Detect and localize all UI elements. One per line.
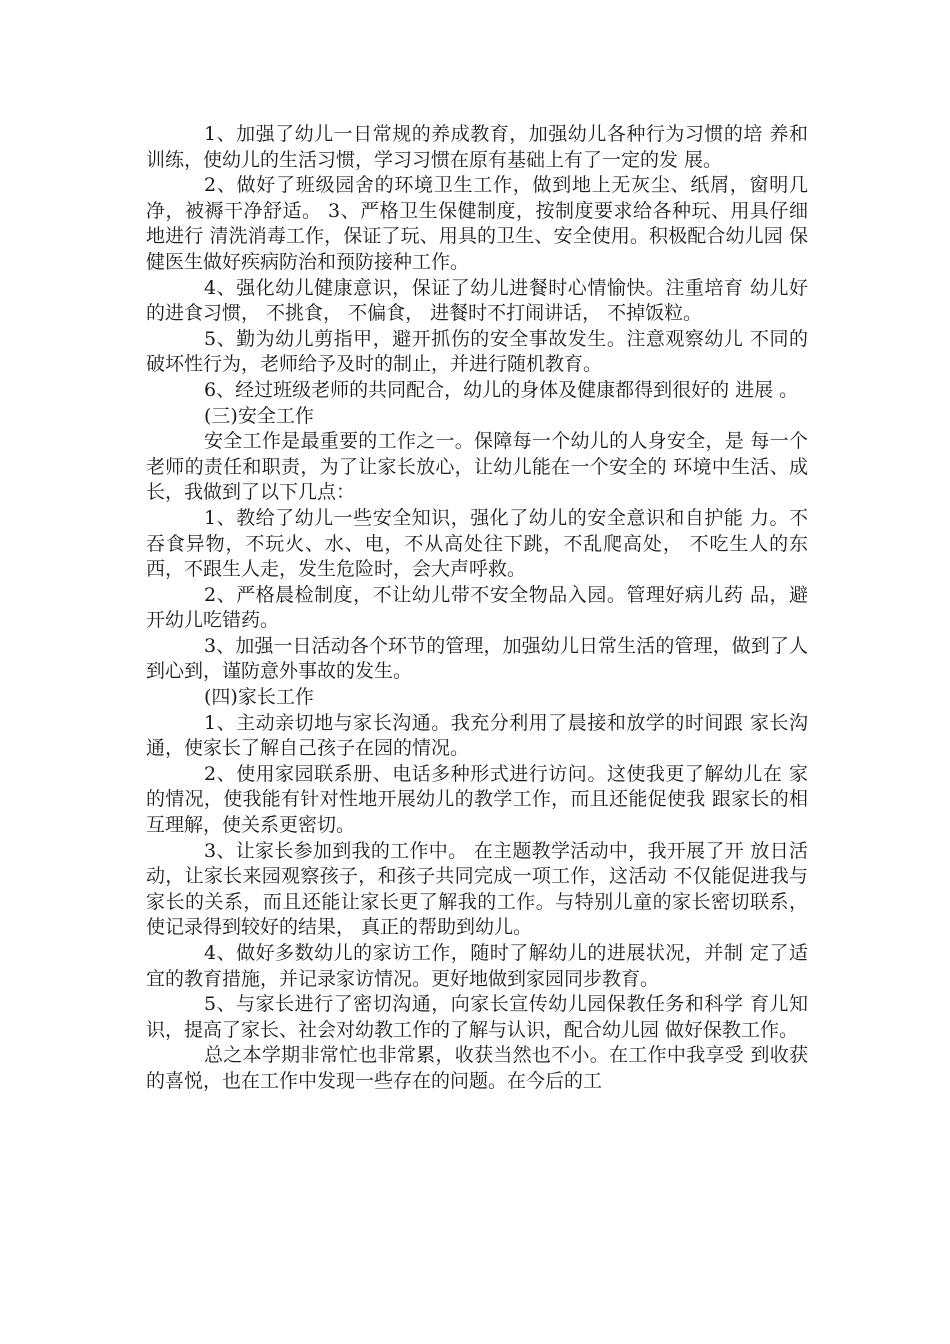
- paragraph: 5、勤为幼儿剪指甲，避开抓伤的安全事故发生。注意观察幼儿 不同的破坏性行为，老师给予及时的制止，并进行随机教育。: [146, 327, 808, 376]
- paragraph: 5、与家长进行了密切沟通，向家长宣传幼儿园保教任务和科学 育儿知识，提高了家长、社会对幼教工作的了解与认识，配合幼儿园 做好保教工作。: [146, 993, 808, 1041]
- paragraph: 4、强化幼儿健康意识，保证了幼儿进餐时心情愉快。注重培育 幼儿好的进食习惯， 不挑食， 不偏食， 进餐时不打闹讲话， 不掉饭粒。: [146, 276, 808, 325]
- paragraph: 2、使用家园联系册、电话多种形式进行访问。这使我更了解幼儿在 家的情况，使我能有针对性地开展幼儿的教学工作，而且还能促使我 跟家长的相互理解，使关系更密切。: [146, 762, 808, 837]
- paragraph: 3、加强一日活动各个环节的管理，加强幼儿日常生活的管理，做到了人到心到，谨防意外事故的发生。: [146, 634, 808, 683]
- paragraph: 3、让家长参加到我的工作中。 在主题教学活动中，我开展了开 放日活动，让家长来园观察孩子，和孩子共同完成一项工作，这活动 不仅能促进我与家长的关系，而且还能让家长更了解我的工作。与特别儿童的家长密切联系， 使记录得到较好的结果， 真正的帮助到幼儿。: [146, 839, 808, 939]
- section-heading: (三)安全工作: [204, 404, 314, 427]
- paragraph: 1、加强了幼儿一日常规的养成教育，加强幼儿各种行为习惯的培 养和训练，使幼儿的生活习惯，学习习惯在原有基础上有了一定的发 展。: [146, 123, 808, 171]
- paragraph: 安全工作是最重要的工作之一。保障每一个幼儿的人身安全，是 每一个老师的责任和职责，为了让家长放心，让幼儿能在一个安全的 环境中生活、成长，我做到了以下几点：: [146, 430, 808, 504]
- paragraph: 6、经过班级老师的共同配合，幼儿的身体及健康都得到很好的 进展 。: [204, 378, 799, 401]
- document-body: [146, 122, 808, 1095]
- paragraph: 1、主动亲切地与家长沟通。我充分利用了晨接和放学的时间跟 家长沟通，使家长了解自己孩子在园的情况。: [146, 711, 808, 760]
- paragraph: 总之本学期非常忙也非常累，收获当然也不小。在工作中我享受 到收获的喜悦，也在工作中发现一些存在的问题。在今后的工: [146, 1044, 808, 1092]
- paragraph: 4、做好多数幼儿的家访工作，随时了解幼儿的进展状况，并制 定了适宜的教育措施，并记录家访情况。更好地做到家园同步教育。: [146, 942, 808, 990]
- paragraph: 2、严格晨检制度，不让幼儿带不安全物品入园。管理好病儿药 品，避开幼儿吃错药。: [146, 583, 808, 632]
- paragraph: 1、教给了幼儿一些安全知识，强化了幼儿的安全意识和自护能 力。不吞食异物，不玩火、水、电，不从高处往下跳，不乱爬高处， 不吃生人的东西，不跟生人走，发生危险时，会大声呼救。: [146, 506, 808, 581]
- section-heading: (四)家长工作: [204, 686, 314, 709]
- paragraph: 2、做好了班级园舍的环境卫生工作，做到地上无灰尘、纸屑，窗明几净，被褥干净舒适。 3、严格卫生保健制度，按制度要求给各种玩、用具仔细地进行 清洗消毒工作，保证了玩、用具的卫生、安全使用。积极配合幼儿园 保健医生做好疾病防治和预防接种工作。: [146, 174, 808, 273]
